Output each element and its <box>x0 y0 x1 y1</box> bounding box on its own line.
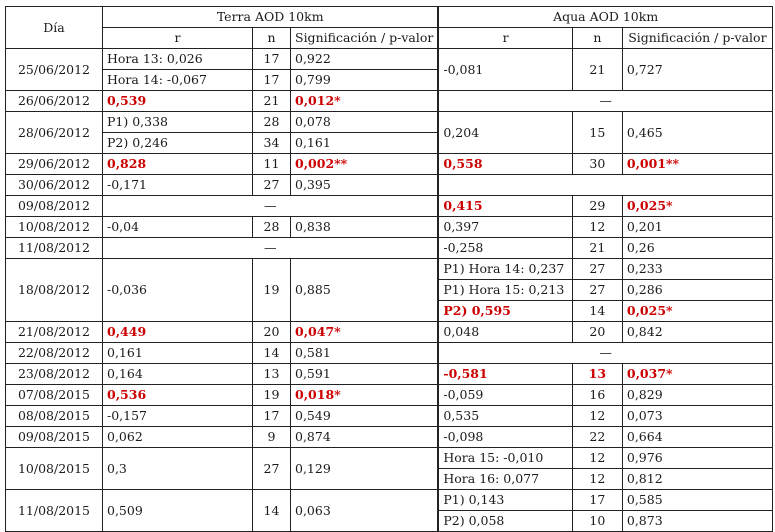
header-aqua-n: n <box>572 28 622 49</box>
terra-sig-cell: 0,549 <box>291 406 439 427</box>
aqua-empty-cell <box>438 175 772 196</box>
terra-r-cell: -0,036 <box>103 259 253 322</box>
aqua-sig-cell: 0,829 <box>622 385 772 406</box>
terra-r-cell: 0,509 <box>103 490 253 532</box>
aqua-n-cell: 15 <box>572 112 622 154</box>
header-row-2 <box>6 28 773 49</box>
terra-sig-cell: 0,885 <box>291 259 439 322</box>
header-dia: Día <box>6 7 103 49</box>
aqua-sig-cell: 0,037* <box>622 364 772 385</box>
terra-n-cell: 11 <box>253 154 291 175</box>
terra-n-cell: 19 <box>253 385 291 406</box>
aqua-sig-cell: 0,073 <box>622 406 772 427</box>
aqua-n-cell: 27 <box>572 280 622 301</box>
aqua-n-cell: 16 <box>572 385 622 406</box>
table-row <box>6 427 773 448</box>
aqua-n-cell: 22 <box>572 427 622 448</box>
date-cell: 11/08/2015 <box>6 490 103 532</box>
terra-sig-cell: 0,012* <box>291 91 439 112</box>
aqua-n-cell: 21 <box>572 238 622 259</box>
terra-n-cell: 17 <box>253 70 291 91</box>
aqua-n-cell: 12 <box>572 217 622 238</box>
date-cell: 09/08/2015 <box>6 427 103 448</box>
terra-r-cell: -0,04 <box>103 217 253 238</box>
date-cell: 22/08/2012 <box>6 343 103 364</box>
terra-sig-cell: 0,002** <box>291 154 439 175</box>
terra-sig-cell: 0,018* <box>291 385 439 406</box>
date-cell: 10/08/2012 <box>6 217 103 238</box>
table-row <box>6 91 773 112</box>
date-cell: 08/08/2015 <box>6 406 103 427</box>
aqua-n-cell: 21 <box>572 49 622 91</box>
table-row <box>6 322 773 343</box>
date-cell: 07/08/2015 <box>6 385 103 406</box>
aqua-r-cell: 0,415 <box>438 196 572 217</box>
terra-no-data-cell: — <box>103 238 439 259</box>
aqua-sig-cell: 0,233 <box>622 259 772 280</box>
terra-r-cell: 0,449 <box>103 322 253 343</box>
terra-r-cell: 0,828 <box>103 154 253 175</box>
aqua-r-cell: 0,048 <box>438 322 572 343</box>
aqua-r-cell: 0,535 <box>438 406 572 427</box>
table-row <box>6 490 773 511</box>
aqua-no-data-cell: — <box>438 343 772 364</box>
aqua-n-cell: 14 <box>572 301 622 322</box>
aqua-r-cell: P2) 0,595 <box>438 301 572 322</box>
terra-r-cell: Hora 13: 0,026 <box>103 49 253 70</box>
aqua-r-cell: Hora 15: -0,010 <box>438 448 572 469</box>
aqua-n-cell: 27 <box>572 259 622 280</box>
aqua-n-cell: 13 <box>572 364 622 385</box>
header-aqua-r: r <box>438 28 572 49</box>
terra-n-cell: 28 <box>253 112 291 133</box>
date-cell: 09/08/2012 <box>6 196 103 217</box>
aqua-n-cell: 12 <box>572 406 622 427</box>
terra-r-cell: 0,539 <box>103 91 253 112</box>
terra-sig-cell: 0,591 <box>291 364 439 385</box>
aqua-sig-cell: 0,585 <box>622 490 772 511</box>
aqua-sig-cell: 0,286 <box>622 280 772 301</box>
terra-sig-cell: 0,874 <box>291 427 439 448</box>
terra-n-cell: 21 <box>253 91 291 112</box>
header-terra-r: r <box>103 28 253 49</box>
header-aqua: Aqua AOD 10km <box>438 7 772 28</box>
date-cell: 28/06/2012 <box>6 112 103 154</box>
date-cell: 23/08/2012 <box>6 364 103 385</box>
aqua-sig-cell: 0,025* <box>622 196 772 217</box>
aqua-sig-cell: 0,664 <box>622 427 772 448</box>
aqua-r-cell: P1) Hora 15: 0,213 <box>438 280 572 301</box>
date-cell: 25/06/2012 <box>6 49 103 91</box>
header-terra: Terra AOD 10km <box>103 7 439 28</box>
table-row <box>6 364 773 385</box>
table-row <box>6 448 773 469</box>
terra-r-cell: P1) 0,338 <box>103 112 253 133</box>
aqua-r-cell: -0,098 <box>438 427 572 448</box>
aqua-r-cell: 0,397 <box>438 217 572 238</box>
aqua-r-cell: -0,581 <box>438 364 572 385</box>
terra-n-cell: 28 <box>253 217 291 238</box>
aqua-sig-cell: 0,842 <box>622 322 772 343</box>
terra-n-cell: 17 <box>253 406 291 427</box>
aqua-sig-cell: 0,873 <box>622 511 772 532</box>
aqua-n-cell: 29 <box>572 196 622 217</box>
date-cell: 18/08/2012 <box>6 259 103 322</box>
terra-r-cell: -0,171 <box>103 175 253 196</box>
aqua-sig-cell: 0,201 <box>622 217 772 238</box>
table-row <box>6 49 773 70</box>
aqua-r-cell: -0,059 <box>438 385 572 406</box>
terra-n-cell: 34 <box>253 133 291 154</box>
terra-sig-cell: 0,838 <box>291 217 439 238</box>
terra-n-cell: 27 <box>253 448 291 490</box>
terra-no-data-cell: — <box>103 196 439 217</box>
aqua-r-cell: 0,204 <box>438 112 572 154</box>
aqua-r-cell: 0,558 <box>438 154 572 175</box>
table-row <box>6 385 773 406</box>
terra-n-cell: 27 <box>253 175 291 196</box>
table-row <box>6 175 773 196</box>
terra-sig-cell: 0,129 <box>291 448 439 490</box>
aqua-n-cell: 10 <box>572 511 622 532</box>
aqua-n-cell: 12 <box>572 469 622 490</box>
header-aqua-sig: Significación / p-valor <box>622 28 772 49</box>
terra-n-cell: 13 <box>253 364 291 385</box>
date-cell: 30/06/2012 <box>6 175 103 196</box>
terra-n-cell: 14 <box>253 343 291 364</box>
aqua-sig-cell: 0,025* <box>622 301 772 322</box>
terra-r-cell: 0,161 <box>103 343 253 364</box>
terra-r-cell: 0,536 <box>103 385 253 406</box>
terra-sig-cell: 0,063 <box>291 490 439 532</box>
date-cell: 11/08/2012 <box>6 238 103 259</box>
results-table-container <box>5 6 773 532</box>
aqua-sig-cell: 0,812 <box>622 469 772 490</box>
terra-r-cell: 0,3 <box>103 448 253 490</box>
terra-sig-cell: 0,922 <box>291 49 439 70</box>
aqua-r-cell: Hora 16: 0,077 <box>438 469 572 490</box>
table-row <box>6 238 773 259</box>
table-row <box>6 259 773 280</box>
aqua-r-cell: -0,081 <box>438 49 572 91</box>
terra-sig-cell: 0,047* <box>291 322 439 343</box>
aqua-no-data-cell: — <box>438 91 772 112</box>
date-cell: 26/06/2012 <box>6 91 103 112</box>
aqua-n-cell: 12 <box>572 448 622 469</box>
header-row-1 <box>6 7 773 28</box>
header-terra-n: n <box>253 28 291 49</box>
aqua-r-cell: P1) 0,143 <box>438 490 572 511</box>
terra-sig-cell: 0,078 <box>291 112 439 133</box>
aqua-sig-cell: 0,465 <box>622 112 772 154</box>
aqua-n-cell: 20 <box>572 322 622 343</box>
date-cell: 29/06/2012 <box>6 154 103 175</box>
table-row <box>6 154 773 175</box>
aqua-sig-cell: 0,727 <box>622 49 772 91</box>
aqua-n-cell: 17 <box>572 490 622 511</box>
terra-n-cell: 17 <box>253 49 291 70</box>
terra-n-cell: 19 <box>253 259 291 322</box>
correlation-table <box>5 6 773 532</box>
terra-r-cell: 0,062 <box>103 427 253 448</box>
aqua-r-cell: P2) 0,058 <box>438 511 572 532</box>
aqua-sig-cell: 0,26 <box>622 238 772 259</box>
aqua-r-cell: -0,258 <box>438 238 572 259</box>
aqua-sig-cell: 0,976 <box>622 448 772 469</box>
terra-n-cell: 14 <box>253 490 291 532</box>
header-terra-sig: Significación / p-valor <box>291 28 439 49</box>
terra-r-cell: -0,157 <box>103 406 253 427</box>
terra-r-cell: Hora 14: -0,067 <box>103 70 253 91</box>
terra-r-cell: P2) 0,246 <box>103 133 253 154</box>
terra-sig-cell: 0,161 <box>291 133 439 154</box>
aqua-r-cell: P1) Hora 14: 0,237 <box>438 259 572 280</box>
table-row <box>6 112 773 133</box>
terra-n-cell: 20 <box>253 322 291 343</box>
table-row <box>6 406 773 427</box>
terra-n-cell: 9 <box>253 427 291 448</box>
terra-sig-cell: 0,581 <box>291 343 439 364</box>
table-row <box>6 217 773 238</box>
terra-sig-cell: 0,799 <box>291 70 439 91</box>
table-row <box>6 196 773 217</box>
aqua-sig-cell: 0,001** <box>622 154 772 175</box>
aqua-n-cell: 30 <box>572 154 622 175</box>
terra-r-cell: 0,164 <box>103 364 253 385</box>
terra-sig-cell: 0,395 <box>291 175 439 196</box>
date-cell: 10/08/2015 <box>6 448 103 490</box>
table-row <box>6 343 773 364</box>
date-cell: 21/08/2012 <box>6 322 103 343</box>
